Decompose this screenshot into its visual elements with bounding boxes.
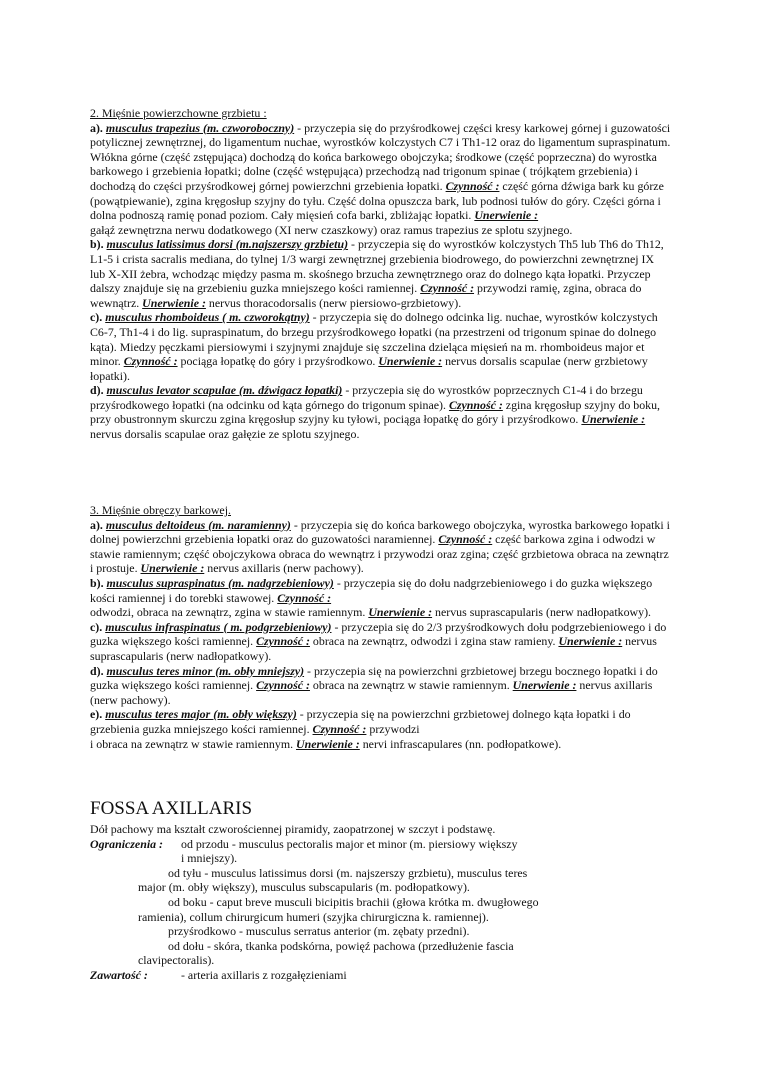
text: - przyczepia się do wyrostków poprzecznych C1-4 i do brzegu przyśrodkowego łopatki (na odcinku od kąta górnego do trigonum spinae). — [90, 383, 643, 412]
function-label: Czynność : — [312, 721, 367, 736]
text: nervus dorsalis scapulae oraz gałęzie ze splotu szyjnego. — [90, 427, 360, 442]
item-label: b). — [90, 237, 104, 252]
paragraph-2b — [90, 237, 672, 310]
text: - przyczepia się do wyrostków kolczystych Th5 lub Th6 do Th12, L1-5 i crista sacralis mediana, do tylnej 1/3 wargi zewnętrznej grzebienia biodrowego, do powierzchni zewnętrznej IX lub X-XII żebra, wchodząc między pasma m. skośnego brzucha zewnętrznego oraz do dolnego kąta łopatki. Przyczep dalszy znajduje się na grzebieniu guzka mniejszego kości ramiennej. — [90, 237, 664, 296]
section-2 — [90, 106, 672, 442]
limit-back-cont: major (m. obły większy), musculus subscapularis (m. podłopatkowy). — [138, 880, 470, 895]
text: nervus suprascapularis (nerw nadłopatkowy). — [432, 605, 651, 620]
text: nervus axillaris (nerw pachowy). — [204, 561, 364, 576]
limit-back: od tyłu - musculus latissimus dorsi (m. najszerszy grzbietu), musculus teres — [168, 865, 528, 880]
text: - przyczepia się do 2/3 przyśrodkowych dołu podgrzebieniowego i do guzka większego kości ramiennej. — [90, 619, 667, 649]
function-label: Czynność : — [256, 678, 310, 693]
text: przywodzi — [366, 721, 420, 736]
function-label: Czynność : — [445, 178, 500, 193]
contents-label: Zawartość : — [90, 967, 148, 982]
paragraph-3a — [90, 518, 672, 576]
function-label: Czynność : — [420, 281, 475, 296]
item-label: a). — [90, 517, 103, 532]
item-label: c). — [90, 619, 103, 634]
text: nervus dorsalis scapulae (nerw grzbietowy łopatki). — [90, 354, 648, 383]
item-label: d). — [90, 383, 104, 398]
limit-front: od przodu - musculus pectoralis major et minor (m. piersiowy większy — [181, 836, 518, 851]
function-label: Czynność : — [256, 634, 310, 649]
limits-label: Ograniczenia : — [90, 836, 163, 851]
paragraph-3c — [90, 620, 672, 664]
limit-side: od boku - caput breve musculi bicipitis brachii (głowa krótka m. dwugłowego — [168, 894, 539, 909]
section-2-heading: 2. Mięśnie powierzchowne grzbietu : — [90, 106, 267, 120]
muscle-name: musculus trapezius (m. czworoboczny) — [105, 120, 295, 135]
text: i prostuje. — [90, 561, 141, 576]
muscle-name: musculus infraspinatus ( m. podgrzebieniowy) — [105, 619, 332, 634]
text: - przyczepia się do dolnego odcinka lig. nuchae, wyrostków kolczystych C6-7, Th1-4 i do lig. supraspinatum, do brzegu przyśrodkowego łopatki (na przestrzeni od trigonum spinae do dolnego kąta). Miedzy pęczkami piersiowymi i szyjnymi znajduje się szczelina dzieląca mięsień na m. rhomboideus major et minor. — [90, 310, 658, 369]
item-label: c). — [90, 310, 103, 325]
item-label: a). — [90, 120, 103, 135]
text: przywodzi ramię, zgina, obraca do wewnątrz. — [90, 281, 642, 310]
section-3 — [90, 503, 672, 751]
text: obraca na zewnątrz w stawie ramiennym. — [309, 678, 513, 693]
function-label: Czynność : — [123, 354, 178, 369]
text: obraca na zewnątrz, odwodzi i zgina staw ramieny. — [309, 634, 559, 649]
innervation-label: Unerwienie : — [581, 412, 646, 427]
item-label: b). — [90, 575, 104, 590]
item-label: e). — [90, 707, 103, 722]
muscle-name: musculus supraspinatus (m. nadgrzebieniowy) — [106, 575, 334, 590]
muscle-name: musculus teres major (m. obły większy) — [105, 707, 297, 722]
innervation-label: Unerwienie : — [142, 295, 206, 310]
contents-row — [90, 968, 672, 983]
limit-side-cont: ramienia), collum chirurgicum humeri (szyjka chirurgiczna k. ramiennej). — [138, 909, 489, 924]
text: odwodzi, obraca na zewnątrz, zgina w stawie ramiennym. — [90, 605, 369, 620]
innervation-label: Unerwienie : — [378, 354, 443, 369]
text: - przyczepia się na powierzchni grzbietowej dolnego kąta łopatki i do grzebienia guzka mniejszego kości ramiennej. — [90, 707, 631, 736]
text: część barkowa zgina i odwodzi w stawie ramiennym; część obojczykowa obraca do wewnątrz i przywodzi oraz zgina; część grzbietowa obraca na zewnątrz — [90, 532, 669, 561]
section-3-heading: 3. Mięśnie obręczy barkowej. — [90, 503, 231, 517]
paragraph-2c — [90, 310, 672, 383]
limit-medial: przyśrodkowo - musculus serratus anterior (m. zębaty przedni). — [168, 924, 470, 939]
text: część górna dźwiga bark ku górze (powątpiewanie), zgina kręgosłup szyjny do tyłu. Część dolna opuszcza bark, lub podnosi tułów do góry. Części górna i dolna podnoszą ramię ponad poziom. Cały mięsień cofa barki, zbliżając łopatki. — [90, 178, 664, 223]
text: - przyczepia się do dołu nadgrzebieniowego i do guzka większego kości ramiennej i do torebki stawowej. — [90, 575, 653, 605]
text: i obraca na zewnątrz w stawie ramiennym. — [90, 736, 297, 751]
limit-front-cont: i mniejszy). — [181, 851, 238, 866]
fossa-axillaris-section — [90, 798, 672, 983]
text: nervus thoracodorsalis (nerw piersiowo-grzbietowy). — [205, 295, 462, 310]
muscle-name: musculus teres minor (m. obły mniejszy) — [106, 663, 305, 678]
innervation-label: Unerwienie : — [296, 736, 360, 751]
limits-row-front — [90, 837, 672, 852]
muscle-name: musculus deltoideus (m. naramienny) — [105, 517, 291, 532]
text: nervi infrascapulares (nn. podłopatkowe). — [359, 736, 562, 751]
innervation-label: Unerwienie : — [512, 678, 577, 693]
function-label: Czynność : — [438, 532, 493, 547]
text: - przyczepia się do przyśrodkowej części kresy karkowej górnej i guzowatości potylicznej zewnętrznej, do ligamentum nuchae, wyrostków kolczystych C7 i Th1-12 oraz do ligamentum supraspinatum. Włókna górne (część zstępująca) dochodzą do końca barkowego obojczyka; środkowe (część poprzeczna) do wyrostka barkowego i grzebienia łopatki; dolne (część wstępująca) przechodzą nad trigonum spinae ( trójkątem grzebienia) i dochodzą do części przyśrodkowej górnej powierzchni grzebienia łopatki. — [90, 120, 671, 193]
paragraph-3e — [90, 707, 672, 751]
innervation-label: Unerwienie : — [140, 561, 205, 576]
muscle-name: musculus latissimus dorsi (m.najszerszy grzbietu) — [106, 237, 349, 252]
text: - przyczepia się do końca barkowego obojczyka, wyrostka barkowego łopatki i dolnej powierzchni grzebienia łopatki oraz do guzowatości naramiennej. — [90, 517, 670, 547]
item-label: d). — [90, 663, 104, 678]
paragraph-2d — [90, 383, 672, 441]
innervation-label: Unerwienie : — [558, 634, 623, 649]
contents-item: - arteria axillaris z rozgałęzieniami — [181, 967, 347, 982]
text: - przyczepia się na powierzchni grzbietowej brzegu bocznego łopatki i do guzka większego kości ramiennej. — [90, 663, 658, 693]
function-label: Czynność : — [277, 590, 332, 605]
fossa-intro: Dół pachowy ma kształt czworościennej piramidy, zaopatrzonej w szczyt i podstawę. — [90, 822, 496, 836]
text: nervus axillaris (nerw pachowy). — [90, 678, 653, 707]
innervation-label: Unerwienie : — [368, 605, 433, 620]
text: zgina kręgosłup szyjny do boku, przy obustronnym skurczu zgina kręgosłup szyjny ku tyłowi, pociąga łopatkę do góry i przyśrodkowo. — [90, 397, 661, 427]
paragraph-3b — [90, 576, 672, 620]
text: pociąga łopatkę do góry i przyśrodkowo. — [177, 354, 379, 369]
muscle-name: musculus rhomboideus ( m. czworokątny) — [105, 310, 310, 325]
fossa-title: FOSSA AXILLARIS — [90, 798, 253, 819]
paragraph-3d — [90, 664, 672, 708]
paragraph-2a — [90, 121, 672, 238]
muscle-name: musculus levator scapulae (m. dźwigacz łopatki) — [106, 383, 343, 398]
function-label: Czynność : — [448, 397, 503, 412]
text: gałąź zewnętrzna nerwu dodatkowego (XI nerw czaszkowy) oraz ramus trapezius ze splotu szyjnego. — [90, 222, 573, 237]
text: nervus suprascapularis (nerw nadłopatkowy). — [90, 634, 657, 663]
innervation-label: Unerwienie : — [474, 208, 539, 223]
limit-bottom-cont: clavipectoralis). — [138, 953, 215, 968]
limit-bottom: od dołu - skóra, tkanka podskórna, powięź pachowa (przedłużenie fascia — [168, 938, 514, 953]
